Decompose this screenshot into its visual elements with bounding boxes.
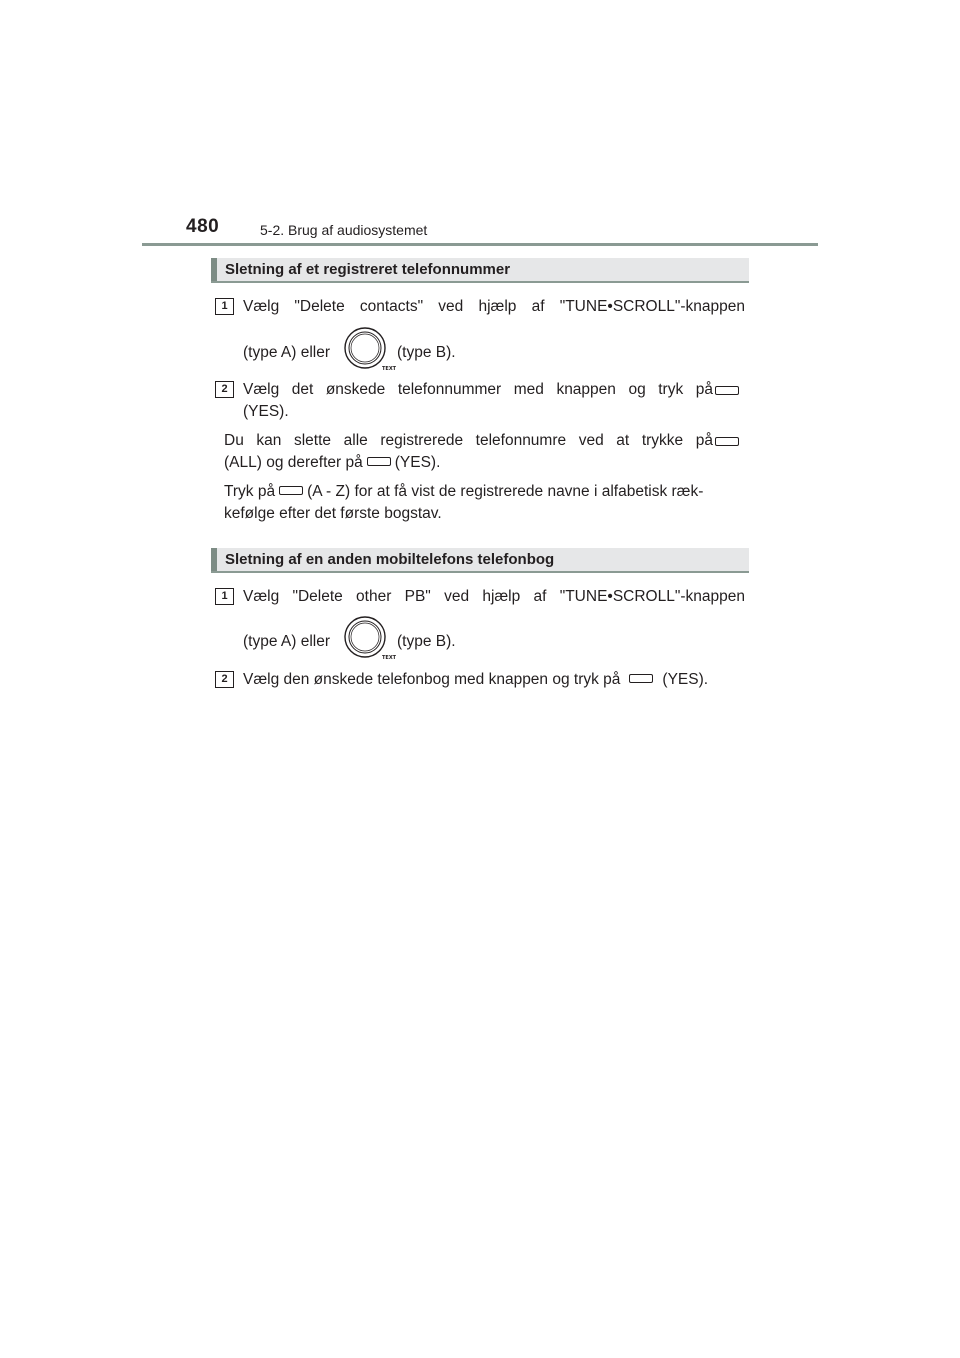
step-number-1: 1 xyxy=(215,588,234,605)
step1-text-line1: Vælg "Delete other PB" ved hjælp af "TUNE•SCROLL"-knappen xyxy=(243,588,745,605)
section-heading-delete-number xyxy=(211,258,749,283)
step2-text-line2: (YES). xyxy=(243,403,289,420)
section-title: Sletning af en anden mobiltelefons telefonbog xyxy=(225,551,555,568)
knob-text-label: TEXT xyxy=(382,366,397,372)
yes-button-icon xyxy=(367,457,391,466)
step1-text-line1: Vælg "Delete contacts" ved hjælp af "TUNE•SCROLL"-knappen xyxy=(243,298,745,315)
step1-text-line2b: (type B). xyxy=(397,633,456,650)
step2-text-b: (YES). xyxy=(662,671,709,688)
step1-text-line2a: (type A) eller xyxy=(243,344,331,361)
note-delete-all-text-b: (YES). xyxy=(394,454,441,471)
tune-scroll-knob-icon xyxy=(342,326,397,372)
yes-button-icon xyxy=(629,674,653,683)
step2-text-line1: Vælg det ønskede telefonnummer med knappen og tryk på xyxy=(243,381,713,398)
page-number: 480 xyxy=(186,216,220,237)
step2-text-a: Vælg den ønskede telefonbog med knappen og tryk på xyxy=(243,671,621,688)
note-az-line2: kefølge efter det første bogstav. xyxy=(224,505,442,522)
section-heading-delete-phonebook xyxy=(211,548,749,573)
running-head: 5-2. Brug af audiosystemet xyxy=(260,222,428,238)
az-button-icon xyxy=(279,486,303,495)
step2-text-line1 xyxy=(243,670,708,690)
tune-scroll-knob-icon xyxy=(342,615,397,661)
yes-button-icon xyxy=(715,386,739,395)
all-button-icon xyxy=(715,437,739,446)
step-number-2: 2 xyxy=(215,671,234,688)
step-number-2: 2 xyxy=(215,381,234,398)
knob-text-label: TEXT xyxy=(382,655,397,661)
step1-text-line2a: (type A) eller xyxy=(243,633,331,650)
note-az-line1 xyxy=(224,482,703,502)
note-az-text-a: Tryk på xyxy=(224,483,276,500)
section-title: Sletning af et registreret telefonnummer xyxy=(225,261,511,278)
step1-text-line2b: (type B). xyxy=(397,344,456,361)
note-delete-all-text-a: (ALL) og derefter på xyxy=(224,454,363,471)
note-delete-all-line1: Du kan slette alle registrerede telefonnumre ved at trykke på xyxy=(224,432,713,449)
step-number-1: 1 xyxy=(215,298,234,315)
note-delete-all-line2 xyxy=(224,453,440,473)
header-rule xyxy=(142,243,818,246)
note-az-text-b: (A - Z) for at få vist de registrerede navne i alfabetisk ræk- xyxy=(307,483,704,500)
